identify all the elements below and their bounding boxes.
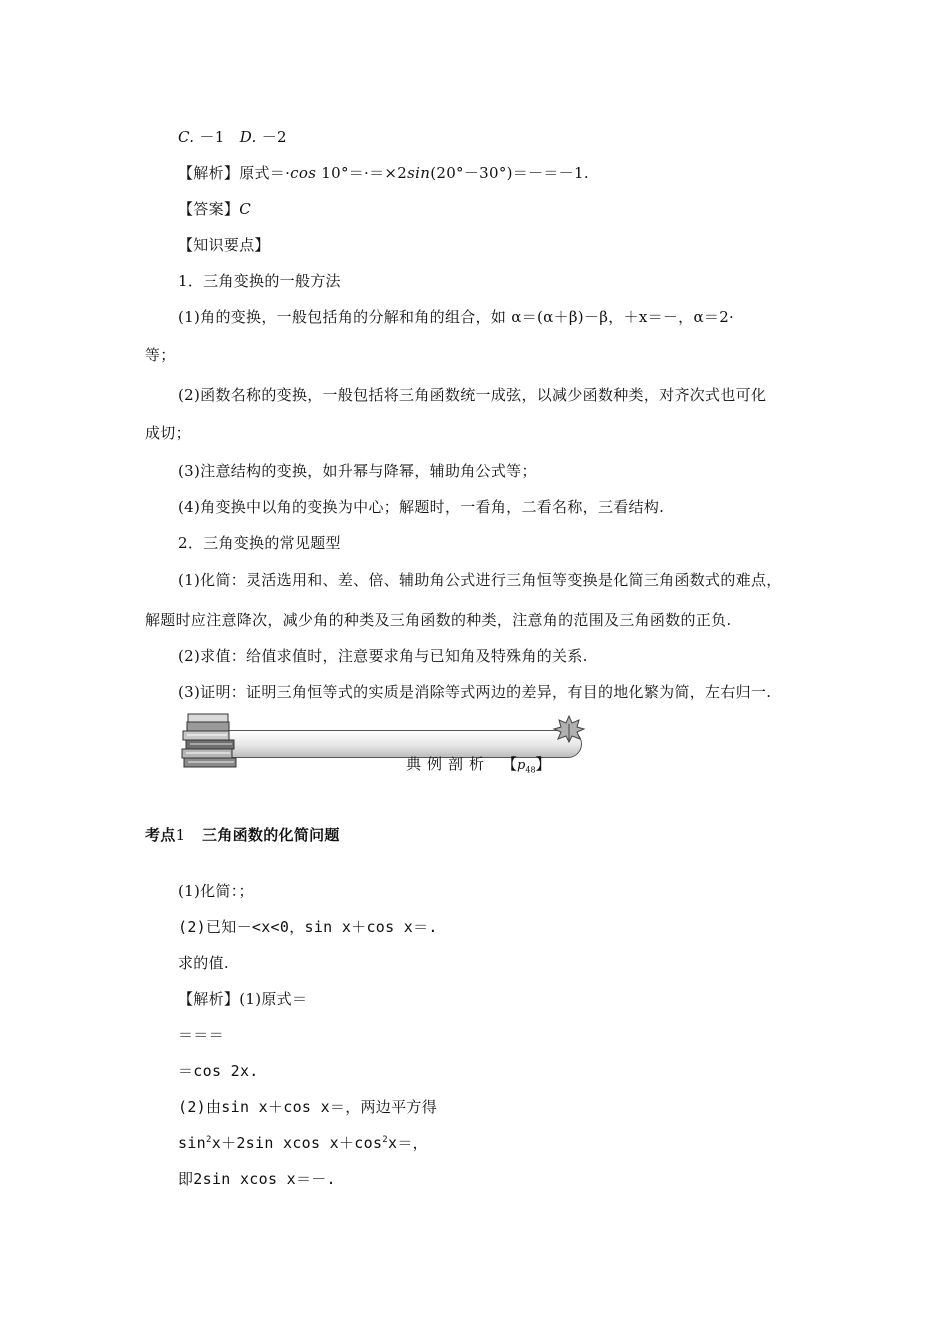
analysis-part: 10°＝·＝×2 bbox=[316, 164, 408, 182]
ref-p: p bbox=[517, 758, 526, 773]
books-icon bbox=[178, 712, 248, 772]
s2-paragraph-1-cont: 解题时应注意降次，减少角的种类及三角函数的种类，注意角的范围及三角函数的正负. bbox=[145, 611, 732, 629]
solution-line-4: (2)由sin x＋cos x＝，两边平方得 bbox=[178, 1098, 438, 1116]
question-3: 求的值. bbox=[178, 954, 229, 972]
banner-title bbox=[406, 754, 551, 781]
s1-paragraph-2-cont: 成切； bbox=[145, 424, 191, 442]
solution-text: (1)原式＝ bbox=[239, 990, 308, 1008]
ref-page bbox=[517, 758, 536, 773]
s1-paragraph-3: (3)注意结构的变换，如升幂与降幂，辅助角公式等； bbox=[178, 462, 537, 480]
s1-paragraph-2: (2)函数名称的变换，一般包括将三角函数统一成弦，以减少函数种类，对齐次式也可化 bbox=[178, 386, 767, 404]
sol5-part-a: sin bbox=[178, 1134, 206, 1152]
answer-tag: 【答案】 bbox=[178, 200, 240, 218]
exam-point-number: 1 bbox=[175, 826, 186, 844]
s1-paragraph-4: (4)角变换中以角的变换为中心；解题时，一看角，二看名称，三看结构. bbox=[178, 498, 665, 516]
option-d-label: D. bbox=[239, 128, 257, 146]
options-line bbox=[178, 127, 287, 147]
ref-num: 48 bbox=[525, 765, 536, 775]
knowledge-header: 【知识要点】 bbox=[178, 236, 270, 254]
superscript-2: 2 bbox=[382, 1135, 388, 1145]
section1-title: 1．三角变换的一般方法 bbox=[178, 272, 341, 290]
leaf-icon bbox=[552, 714, 586, 744]
solution-line-5 bbox=[178, 1133, 428, 1153]
answer-value: C bbox=[239, 200, 251, 218]
section2-title: 2．三角变换的常见题型 bbox=[178, 534, 341, 552]
solution-line-3: ＝cos 2x. bbox=[178, 1062, 259, 1080]
ref-open: 【 bbox=[502, 755, 518, 773]
exam-point-text: 三角函数的化简问题 bbox=[202, 826, 340, 844]
sol5-part-c: x＝， bbox=[388, 1134, 428, 1152]
solution-line-1 bbox=[178, 989, 307, 1009]
cos-text: cos bbox=[290, 164, 317, 182]
superscript-2: 2 bbox=[206, 1135, 212, 1145]
exam-point-title bbox=[145, 825, 340, 845]
exam-point-prefix: 考点 bbox=[145, 826, 176, 844]
solution-tag: 【解析】 bbox=[178, 990, 240, 1008]
s2-paragraph-3: (3)证明：证明三角恒等式的实质是消除等式两边的差异，有目的地化繁为简，左右归一. bbox=[178, 683, 772, 701]
option-d-value: －2 bbox=[261, 128, 287, 146]
section-banner bbox=[178, 712, 598, 776]
answer-line bbox=[178, 199, 251, 219]
analysis-tag: 【解析】 bbox=[178, 164, 240, 182]
s2-paragraph-1: (1)化简：灵活选用和、差、倍、辅助角公式进行三角恒等变换是化简三角函数式的难点， bbox=[178, 571, 782, 589]
analysis-line bbox=[178, 163, 589, 183]
option-c-label: C. bbox=[178, 128, 195, 146]
sol5-part-b: x＋2sin xcos x＋cos bbox=[211, 1134, 383, 1152]
solution-line-2: ＝＝＝ bbox=[178, 1026, 224, 1044]
question-1: (1)化简：； bbox=[178, 882, 254, 900]
s1-paragraph-1: (1)角的变换，一般包括角的分解和角的组合，如 α＝(α＋β)－β，＋x＝－，α＝2· bbox=[178, 308, 735, 326]
ref-close: 】 bbox=[535, 755, 551, 773]
banner-label-text: 典例剖析 bbox=[406, 755, 491, 773]
analysis-part: 原式＝· bbox=[239, 164, 291, 182]
solution-line-6: 即2sin xcos x＝－. bbox=[178, 1170, 336, 1188]
sin-text: sin bbox=[407, 164, 431, 182]
analysis-part: (20°－30°)＝－＝－1. bbox=[430, 164, 589, 182]
question-2: (2)已知－<x<0，sin x＋cos x＝. bbox=[178, 918, 438, 936]
s2-paragraph-2: (2)求值：给值求值时，注意要求角与已知角及特殊角的关系. bbox=[178, 647, 588, 665]
s1-paragraph-1-cont: 等； bbox=[145, 346, 176, 364]
option-c-value: －1 bbox=[199, 128, 225, 146]
page-reference bbox=[502, 755, 551, 773]
